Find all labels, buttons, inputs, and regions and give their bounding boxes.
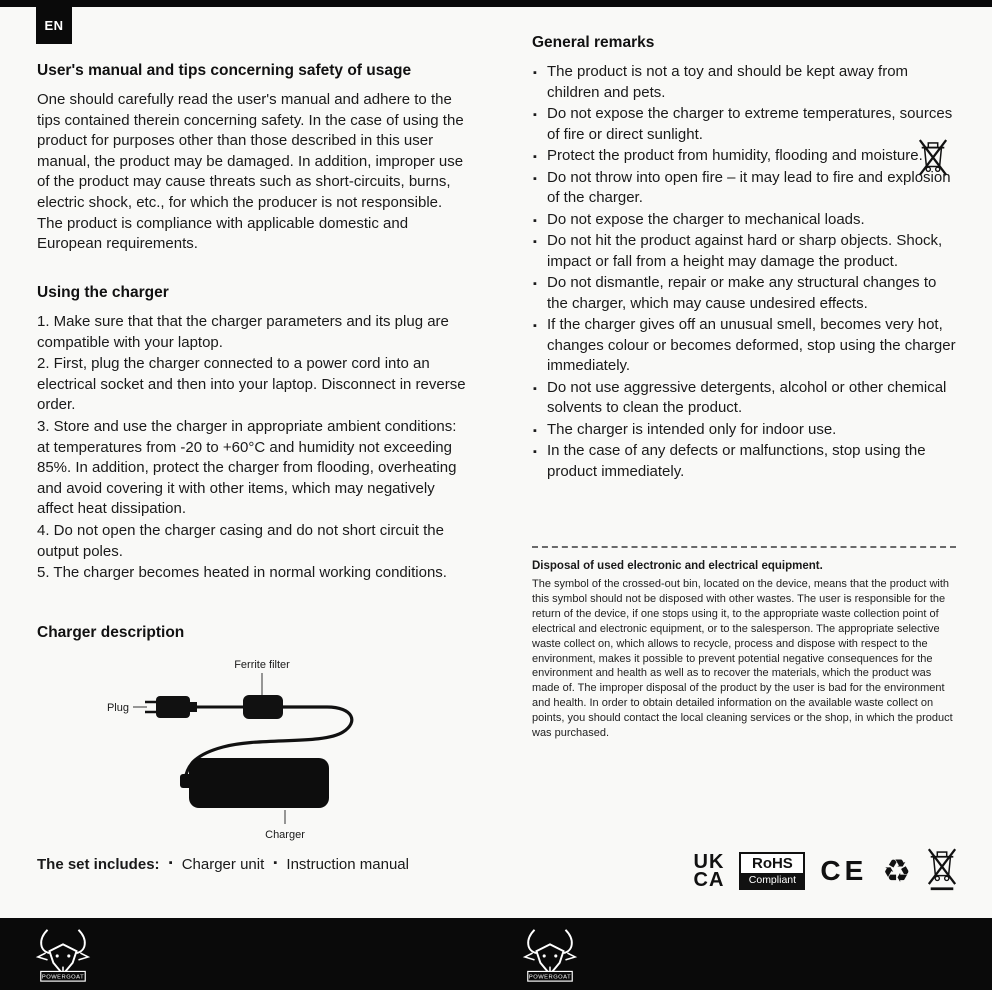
list-item: ▪ Do not expose the charger to extreme temperatures, sources of fire or direct sunlight. [532,104,960,145]
language-badge-label: EN [44,18,64,33]
list-item: ▪ The charger is intended only for indoor use. [532,420,960,441]
list-item: ▪ Do not expose the charger to mechanical loads. [532,210,960,231]
set-includes-item: ▪ Charger unit [168,856,265,873]
recycle-icon: ♻ [882,853,911,889]
charger-diagram-drawing [37,652,467,844]
general-remarks-heading: General remarks [532,34,655,51]
certification-marks [690,846,958,896]
safety-heading: User's manual and tips concerning safety of usage [37,62,412,79]
footer-bar [0,918,992,990]
list-item: ▪ Do not throw into open fire – it may lead to fire and explosion of the charger. [532,168,960,209]
ukca-mark [694,853,725,889]
charger-description-heading: Charger description [37,624,185,641]
weee-crossed-bin-icon [917,137,949,179]
ukca-line2: CA [693,869,725,891]
rohs-subtitle: Compliant [741,873,803,888]
dashed-divider [532,546,956,548]
using-item: 2. First, plug the charger connected to a power cord into an electrical socket and then into your laptop. Disconnect in reverse order. [37,355,466,414]
rohs-title: RoHS [751,855,793,872]
ukca-line1: UK [693,851,725,873]
using-item: 5. The charger becomes heated in normal working conditions. [37,564,447,582]
diagram-label-charger: Charger [265,829,305,841]
using-item: 4. Do not open the charger casing and do not short circuit the output poles. [37,521,444,560]
rohs-mark [739,852,805,890]
list-item: ▪ Protect the product from humidity, flooding and moisture. [532,146,960,167]
diagram-label-ferrite-filter: Ferrite filter [234,659,290,671]
list-item: ▪ Do not dismantle, repair or make any structural changes to the charger, which may cause undesired effects. [532,273,960,314]
disposal-heading: Disposal of used electronic and electrical equipment. [532,560,823,572]
section-disposal [532,560,956,741]
powergoat-logo-text: POWERGOAT [41,974,85,981]
section-general-remarks [532,34,960,483]
safety-paragraph: One should carefully read the user's manual and adhere to the tips contained therein concerning safety. In the case of using the product for purposes other than those described in this user manual, the product may be damaged. In addition, improper use of the product may cause threats such as short-circuits, burns, electric shock, etc., for which the producer is not responsible. The product is compliance with applicable domestic and European requirements. [37,91,464,253]
language-badge [36,7,72,44]
list-item: ▪ In the case of any defects or malfunctions, stop using the product immediately. [532,441,960,482]
ce-mark: CE [820,855,868,886]
charger-diagram [37,652,469,849]
set-includes-label: The set includes: [37,856,160,873]
set-includes-line [37,856,409,873]
using-heading: Using the charger [37,284,169,301]
set-includes-item: ▪ Instruction manual [272,856,409,873]
powergoat-logo [521,925,579,985]
powergoat-logo [34,925,92,985]
using-item: 3. Store and use the charger in appropriate ambient conditions: at temperatures from -20 to +60°C and humidity not exceeding 85%. In addition, protect the charger from flooding, overheating and avoid covering it with other items, which may negatively affect heat dissipation. [37,417,457,518]
weee-crossed-bin-icon [926,846,958,897]
list-item: ▪ Do not hit the product against hard or sharp objects. Shock, impact or fall from a height may damage the product. [532,231,960,272]
using-item: 1. Make sure that that the charger parameters and its plug are compatible with your laptop. [37,313,449,351]
section-safety [37,62,469,255]
powergoat-logo-text: POWERGOAT [528,974,572,981]
list-item: ▪ The product is not a toy and should be kept away from children and pets. [532,62,960,103]
diagram-label-plug: Plug [106,702,129,714]
section-using-charger [37,284,469,585]
section-charger-description [37,624,469,849]
list-item: ▪ If the charger gives off an unusual smell, becomes very hot, changes colour or becomes deformed, stop using the charger immediately. [532,315,960,377]
list-item: ▪ Do not use aggressive detergents, alcohol or other chemical solvents to clean the product. [532,378,960,419]
top-border-bar [0,0,992,7]
disposal-paragraph: The symbol of the crossed-out bin, located on the device, means that the product with this symbol should not be disposed with other wastes. The user is responsible for the return of the device, if one stops using it, to the appropriate waste collection point of electrical and electronic equipment, or to the salesperson. The appropriate selective waste collect on, which allows to recycle, process and dispose with respect to the environment, makes it possible to prevent potential negative consequences for the environment and health as well as to recover the materials, which the product was made of. The improper disposal of the product by the user is bad for the environment and health. In order to obtain detailed information on the available waste collect on points, you should contact the local cleaning services or the shop, in which the product was purchased. [532,578,953,740]
